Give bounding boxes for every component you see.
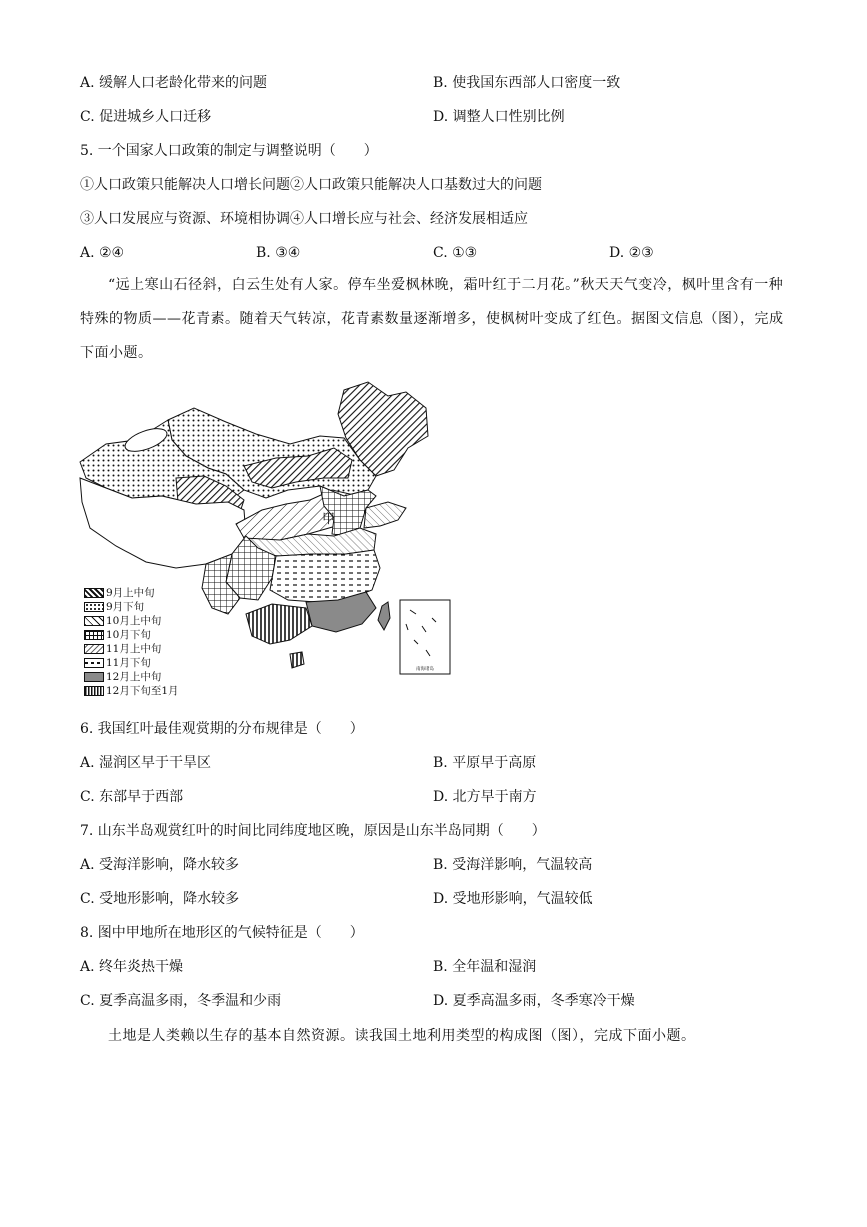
q4-option-b: B. 使我国东西部人口密度一致 (433, 75, 621, 91)
q5-option-c: C. ①③ (433, 245, 478, 261)
legend-item: 11月上中旬 (84, 643, 161, 656)
region-taiwan (378, 602, 390, 630)
china-red-leaf-map (76, 378, 456, 698)
q5-option-d: D. ②③ (609, 245, 654, 261)
q7-stem: 7. 山东半岛观赏红叶的时间比同纬度地区晚，原因是山东半岛同期（ ） (80, 823, 546, 839)
q4-option-d: D. 调整人口性别比例 (433, 109, 565, 125)
south-china-sea-inset (400, 600, 450, 674)
q5-statement-2: ③人口发展应与资源、环境相协调④人口增长应与社会、经济发展相适应 (80, 211, 528, 227)
legend-item: 9月上中旬 (84, 587, 155, 600)
legend-swatch (84, 602, 104, 612)
legend-item: 9月下旬 (84, 601, 144, 614)
passage-red-leaves: “远上寒山石径斜，白云生处有人家。停车坐爱枫林晚，霜叶红于二月花。”秋天天气变冷，枫叶里含有一种特殊的物质——花青素。随着天气转凉，花青素数量逐渐增多，使枫树叶变成了红色。据图文信息（图），完成下面小题。 (80, 277, 784, 361)
q4-option-a: A. 缓解人口老龄化带来的问题 (80, 75, 268, 91)
q8-option-c: C. 夏季高温多雨，冬季温和少雨 (80, 993, 282, 1009)
q6-option-d: D. 北方早于南方 (433, 789, 537, 805)
q5-option-a: A. ②④ (80, 245, 125, 261)
q6-option-c: C. 东部早于西部 (80, 789, 184, 805)
q8-option-d: D. 夏季高温多雨，冬季寒冷干燥 (433, 993, 635, 1009)
legend-swatch (84, 644, 104, 654)
q7-option-c: C. 受地形影响，降水较多 (80, 891, 240, 907)
inset-label: 南海诸岛 (416, 667, 434, 672)
q6-stem: 6. 我国红叶最佳观赏期的分布规律是（ ） (80, 721, 364, 737)
q7-option-b: B. 受海洋影响，气温较高 (433, 857, 593, 873)
legend-item: 10月上中旬 (84, 615, 161, 628)
passage-land-use: 土地是人类赖以生存的基本自然资源。读我国土地利用类型的构成图（图），完成下面小题。 (108, 1028, 696, 1044)
q5-stem: 5. 一个国家人口政策的制定与调整说明（ ） (80, 143, 378, 159)
q8-option-a: A. 终年炎热干燥 (80, 959, 184, 975)
q5-option-b: B. ③④ (256, 245, 301, 261)
q7-option-a: A. 受海洋影响，降水较多 (80, 857, 240, 873)
legend-swatch (84, 588, 104, 598)
legend-swatch (84, 672, 104, 682)
q7-option-d: D. 受地形影响，气温较低 (433, 891, 593, 907)
q5-statement-1: ①人口政策只能解决人口增长问题②人口政策只能解决人口基数过大的问题 (80, 177, 542, 193)
q6-option-a: A. 湿润区早于干旱区 (80, 755, 212, 771)
legend-item: 10月下旬 (84, 629, 151, 642)
legend-swatch (84, 630, 104, 640)
label-jia: 甲 (322, 512, 336, 527)
legend-swatch (84, 658, 104, 668)
region-shandong (364, 502, 406, 528)
q6-option-b: B. 平原早于高原 (433, 755, 537, 771)
q4-option-c: C. 促进城乡人口迁移 (80, 109, 212, 125)
legend-item: 12月下旬至1月 (84, 685, 179, 698)
legend-swatch (84, 616, 104, 626)
q8-stem: 8. 图中甲地所在地形区的气候特征是（ ） (80, 925, 364, 941)
region-dec-late (246, 604, 312, 644)
q8-option-b: B. 全年温和湿润 (433, 959, 537, 975)
region-hainan (290, 652, 304, 668)
legend-swatch (84, 686, 104, 696)
legend-item: 11月下旬 (84, 657, 151, 670)
legend-item: 12月上中旬 (84, 671, 161, 684)
